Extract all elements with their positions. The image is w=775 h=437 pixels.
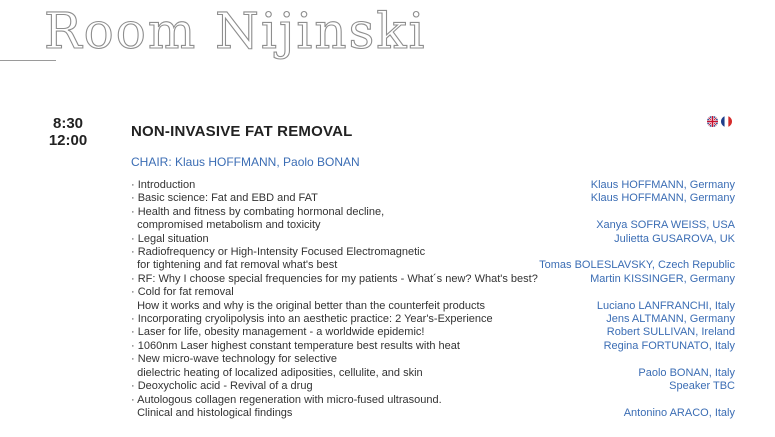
program-speaker: Tomas BOLESLAVSKY, Czech Republic <box>539 259 735 272</box>
program-list <box>131 179 735 420</box>
program-topic: · Laser for life, obesity management - a worldwide epidemic! <box>131 326 425 339</box>
program-topic: · Health and fitness by combating hormonal decline, <box>131 205 385 218</box>
session-chair: CHAIR: Klaus HOFFMANN, Paolo BONAN <box>131 155 360 169</box>
program-speaker: Speaker TBC <box>669 380 735 393</box>
language-flags <box>707 116 732 127</box>
uk-flag-icon <box>707 116 718 127</box>
program-speaker: Antonino ARACO, Italy <box>623 406 735 419</box>
program-row <box>131 206 735 219</box>
program-row <box>131 233 735 246</box>
program-topic: · Basic science: Fat and EBD and FAT <box>131 192 318 205</box>
program-topic: · Introduction <box>131 179 196 191</box>
program-row <box>131 286 735 299</box>
program-topic: dielectric heating of localized adiposities, cellulite, and skin <box>131 366 423 379</box>
program-row <box>131 367 735 380</box>
program-speaker: Martin KISSINGER, Germany <box>590 272 735 285</box>
program-topic: · Cold for fat removal <box>131 286 234 299</box>
program-row <box>131 273 735 286</box>
program-speaker: Robert SULLIVAN, Ireland <box>606 326 735 339</box>
program-topic: · Incorporating cryolipolysis into an aesthetic practice: 2 Year's-Experience <box>131 313 493 326</box>
room-title: Room Nijinski <box>44 2 427 60</box>
program-topic: · 1060nm Laser highest constant temperature best results with heat <box>131 339 460 352</box>
session-end-time: 12:00 <box>48 132 88 149</box>
program-row <box>131 192 735 205</box>
program-row <box>131 380 735 393</box>
program-row <box>131 259 735 272</box>
program-speaker: Klaus HOFFMANN, Germany <box>590 192 735 205</box>
program-row <box>131 246 735 259</box>
program-topic: · RF: Why I choose special frequencies for my patients - What´s new? What's best? <box>131 272 538 285</box>
program-row <box>131 300 735 313</box>
title-divider <box>0 60 56 61</box>
program-topic: for tightening and fat removal what's best <box>131 259 338 272</box>
program-topic: How it works and why is the original better than the counterfeit products <box>131 299 486 312</box>
program-row <box>131 394 735 407</box>
program-topic: Clinical and histological findings <box>131 406 293 419</box>
program-row <box>131 407 735 420</box>
program-topic: compromised metabolism and toxicity <box>131 219 321 232</box>
program-speaker: Regina FORTUNATO, Italy <box>603 339 735 352</box>
program-row <box>131 353 735 366</box>
program-topic: · Legal situation <box>131 232 209 245</box>
program-row <box>131 219 735 232</box>
program-row <box>131 179 735 192</box>
program-speaker: Paolo BONAN, Italy <box>638 366 735 379</box>
program-speaker: Klaus HOFFMANN, Germany <box>590 179 735 191</box>
program-speaker: Xanya SOFRA WEISS, USA <box>596 219 735 232</box>
program-topic: · Autologous collagen regeneration with micro-fused ultrasound. <box>131 393 442 406</box>
program-speaker: Julietta GUSAROVA, UK <box>614 232 735 245</box>
session-title: NON-INVASIVE FAT REMOVAL <box>131 123 353 140</box>
program-topic: · New micro-wave technology for selective <box>131 353 338 366</box>
program-speaker: Jens ALTMANN, Germany <box>606 313 735 326</box>
program-row <box>131 313 735 326</box>
program-topic: · Deoxycholic acid - Revival of a drug <box>131 380 313 393</box>
session-start-time: 8:30 <box>52 115 84 132</box>
program-topic: · Radiofrequency or High-Intensity Focused Electromagnetic <box>131 246 426 259</box>
program-row <box>131 326 735 339</box>
france-flag-icon <box>721 116 732 127</box>
program-speaker: Luciano LANFRANCHI, Italy <box>596 299 735 312</box>
program-row <box>131 340 735 353</box>
